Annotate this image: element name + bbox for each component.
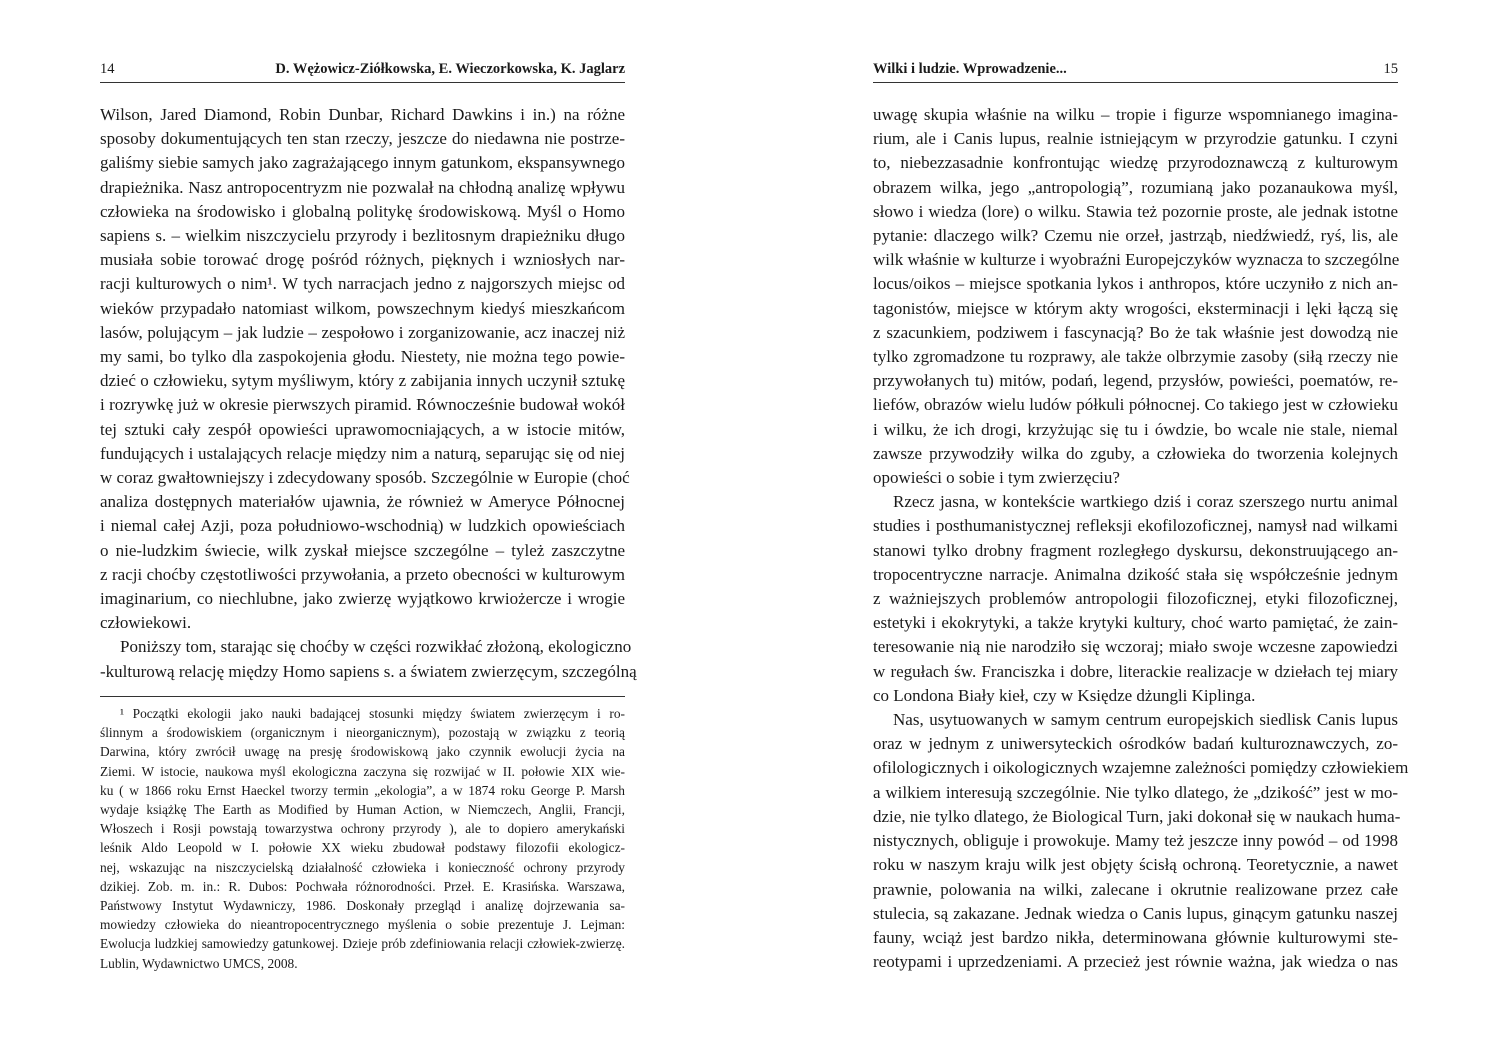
footnote-line: dzikiej. Zob. m. in.: R. Dubos: Pochwała różnorodności. Przeł. E. Krasińska. Warszawa, [100,878,625,894]
text-line: stulecia, są zakazane. Jednak wiedza o Canis lupus, ginącym gatunku naszej [873,903,1398,923]
text-line: i rozrywkę już w okresie pierwszych piramid. Równocześnie budował wokół [100,395,625,415]
text-line: locus/oikos – miejsce spotkania lykos i anthropos, które uczyniło z nich an- [873,274,1398,294]
text-line: o nie-ludzkim świecie, wilk zyskał miejsce szczególne – tyleż zaszczytne [100,540,625,560]
text-line: tej sztuki cały zespół opowieści uprawomocniających, a w istocie mitów, [100,419,625,439]
text-line: teresowanie nią nie narodziło się wczoraj; miało swoje wczesne zapowiedzi [873,637,1398,657]
footnote [100,704,625,973]
text-line: uwagę skupia właśnie na wilku – tropie i figurze wspomnianego imagina- [873,105,1398,124]
footnote-line: Ewolucja ludzkiej samowiedzy gatunkowej. Dzieje prób zdefiniowania relacji człowiek-zwierzę. [100,936,625,952]
text-line: tagonistów, miejsce w którym akty wrogości, eksterminacji i lęki łączą się [873,298,1398,318]
text-line: nistycznych, obliguje i prowokuje. Mamy też jeszcze inny powód – od 1998 [873,831,1398,851]
text-line: z ważniejszych problemów antropologii filozoficznej, etyki filozoficznej, [873,589,1398,609]
text-line: dzieć o człowieku, sytym myśliwym, który z zabijania innych uczynił sztukę [100,371,625,391]
footnote-line: leśnik Aldo Leopold w I. połowie XX wieku zbudował podstawy filozofii ekologicz- [100,840,625,856]
text-line: liefów, obrazów wielu ludów półkuli północnej. Co takiego jest w człowieku [873,395,1398,415]
text-line: fauny, wciąż jest bardzo nikła, determinowana głównie kulturowymi ste- [873,927,1398,947]
text-line: sapiens s. – wielkim niszczycielu przyrody i bezlitosnym drapieżniku długo [100,226,625,246]
text-line: przywołanych tu) mitów, podań, legend, przysłów, powieści, poematów, re- [873,371,1398,391]
text-line: opowieści o sobie i tym zwierzęciu? [873,468,1120,488]
text-line: Rzecz jasna, w kontekście wartkiego dziś i coraz szerszego nurtu animal [893,492,1398,512]
text-line: i niemal całej Azji, poza południowo-wschodnią) w ludzkich opowieściach [100,516,625,536]
text-line: dzie, nie tylko dlatego, że Biological Turn, jaki dokonał się w naukach huma- [873,806,1401,826]
text-line: Poniższy tom, starając się choćby w części rozwikłać złożoną, ekologiczno [120,637,632,657]
footnote-divider [100,696,625,697]
footnote-line: Darwina, który zwrócił uwagę na presję środowiskową jako czynnik ewolucji życia na [100,744,625,760]
text-line: reotypami i uprzedzeniami. A przecież jest równie ważna, jak wiedza o nas [873,952,1398,972]
text-line: imaginarium, co niechlubne, jako zwierzę wyjątkowo krwiożercze i wrogie [100,589,625,609]
text-line: my sami, bo tylko dla zaspokojenia głodu. Niestety, nie można tego powie- [100,347,625,367]
left-running-head [100,60,625,83]
text-line: studies i posthumanistycznej refleksji ekofilozoficznej, namysł nad wilkami [873,516,1398,536]
text-line: roku w naszym kraju wilk jest objęty ścisłą ochroną. Teoretycznie, a nawet [873,855,1398,875]
footnote-line: Państwowy Instytut Wydawniczy, 1986. Doskonały przegląd i analizę dojrzewania sa- [100,898,625,914]
text-line: a wilkiem interesują szczególnie. Nie tylko dlatego, że „dzikość” jest w mo- [873,782,1398,802]
left-body-text [100,103,637,684]
text-line: sposoby dokumentujących ten stan rzeczy, jeszcze do niedawna nie postrze- [100,129,625,149]
text-line: drapieżnika. Nasz antropocentryzm nie pozwalał na chłodną analizę wpływu [100,177,625,197]
running-head-title: D. Wężowicz-Ziółkowska, E. Wieczorkowska, K. Jaglarz [275,61,625,77]
text-line: racji kulturowych o nim¹. W tych narracjach jedno z najgorszych miejsc od [100,274,625,294]
text-line: fundujących i ustalających relacje między nim a naturą, separując się od niej [100,443,625,463]
text-line: estetyki i ekokrytyki, a także krytyki kultury, choć warto pamiętać, że zain- [873,613,1398,633]
text-line: -kulturową relację między Homo sapiens s. a światem zwierzęcym, szczególną [100,661,637,681]
text-line: galiśmy siebie samych jako zagrażającego innym gatunkom, ekspansywnego [100,153,625,173]
right-running-head [873,60,1398,83]
text-line: ofilologicznych i oikologicznych wzajemne zależności pomiędzy człowiekiem [873,758,1409,778]
page-number: 15 [1383,61,1398,77]
footnote-line: ku ( w 1866 roku Ernst Haeckel tworzy termin „ekologia”, a w 1874 roku George P. Marsh [100,782,625,798]
text-line: analiza dostępnych materiałów ujawnia, że również w Ameryce Północnej [100,492,625,512]
text-line: obrazem wilka, jego „antropologią”, rozumianą jako pozanaukowa myśl, [873,177,1398,197]
page-number: 14 [100,61,115,77]
footnote-line: wydaje książkę The Earth as Modified by Human Action, w Niemczech, Anglii, Francji, [100,802,625,818]
right-body-text [873,103,1409,974]
text-line: słowo i wiedza (lore) o wilku. Stawia też pozornie proste, ale jednak istotne [873,201,1398,221]
text-line: wieków przypadało natomiast wilkom, powszechnym kiedyś mieszkańcom [100,298,625,318]
text-line: pytanie: dlaczego wilk? Czemu nie orzeł, jastrząb, niedźwiedź, ryś, lis, ale [873,226,1398,246]
text-line: prawnie, polowania na wilki, zalecane i okrutnie realizowane przez całe [873,879,1398,899]
text-line: człowieka na środowisko i globalną politykę środowiskową. Myśl o Homo [100,201,625,221]
footnote-line: Lublin, Wydawnictwo UMCS, 2008. [100,955,298,971]
text-line: Nas, usytuowanych w samym centrum europejskich siedlisk Canis lupus [893,710,1398,730]
text-line: w regułach św. Franciszka i dobre, literackie realizacje w dziełach tej miary [873,661,1398,681]
text-line: rium, ale i Canis lupus, realnie istniejącym w przyrodzie gatunku. I czyni [873,129,1398,149]
text-line: z racji choćby częstotliwości przywołania, a przeto obecności w kulturowym [100,564,625,584]
text-line: i wilku, że ich drogi, krzyżując się tu i ówdzie, bo wcale nie stale, niemal [873,419,1398,439]
running-head-title: Wilki i ludzie. Wprowadzenie... [873,61,1067,77]
footnote-line: Ziemi. W istocie, naukowa myśl ekologiczna zaczyna się rozwijać w II. połowie XIX wie- [100,763,625,779]
text-line: zawsze przywodziły wilka do zguby, a człowieka do tworzenia kolejnych [873,443,1398,463]
text-line: z szacunkiem, podziwem i fascynacją? Bo że tak właśnie jest dowodzą nie [873,322,1398,342]
footnote-line: Włoszech i Rosji powstają towarzystwa ochrony przyrody ), ale to dopiero amerykański [100,821,625,837]
text-line: musiała sobie torować drogę pośród różnych, pięknych i wzniosłych nar- [100,250,625,270]
text-line: tropocentryczne narracje. Animalna dzikość stała się współcześnie jednym [873,564,1398,584]
footnote-line: nej, wskazując na niszczycielską działalność człowieka i konieczność ochrony przyrody [100,859,625,875]
footnote-line: ¹ Początki ekologii jako nauki badającej stosunki między światem zwierzęcym i ro- [120,706,625,721]
text-line: stanowi tylko drobny fragment rozległego dyskursu, dekonstruującego an- [873,540,1398,560]
text-line: co Londona Biały kieł, czy w Księdze dżungli Kiplinga. [873,685,1256,705]
text-line: lasów, polującym – jak ludzie – zespołowo i zorganizowanie, acz inaczej niż [100,322,625,342]
footnote-line: ślinnym a środowiskiem (organicznym i nieorganicznym), pozostają w związku z teorią [100,725,625,741]
text-line: człowiekowi. [100,613,192,633]
footnote-line: mowiedzy człowieka do nieantropocentrycznego myślenia o sobie prezentuje J. Lejman: [100,917,625,933]
text-line: wilk właśnie w kulturze i wyobraźni Europejczyków wyznacza to szczególne [873,250,1400,270]
text-line: to, niebezzasadnie konfrontując wiedzę przyrodoznawczą z kulturowym [873,153,1398,173]
text-line: tylko zgromadzone tu rozprawy, ale także olbrzymie zasoby (siłą rzeczy nie [873,347,1398,367]
text-line: w coraz gwałtowniejszy i zdecydowany sposób. Szczególnie w Europie (choć [100,468,630,488]
text-line: oraz w jednym z uniwersyteckich ośrodków badań kulturoznawczych, zo- [873,734,1398,754]
text-line: Wilson, Jared Diamond, Robin Dunbar, Richard Dawkins i in.) na różne [100,105,625,124]
